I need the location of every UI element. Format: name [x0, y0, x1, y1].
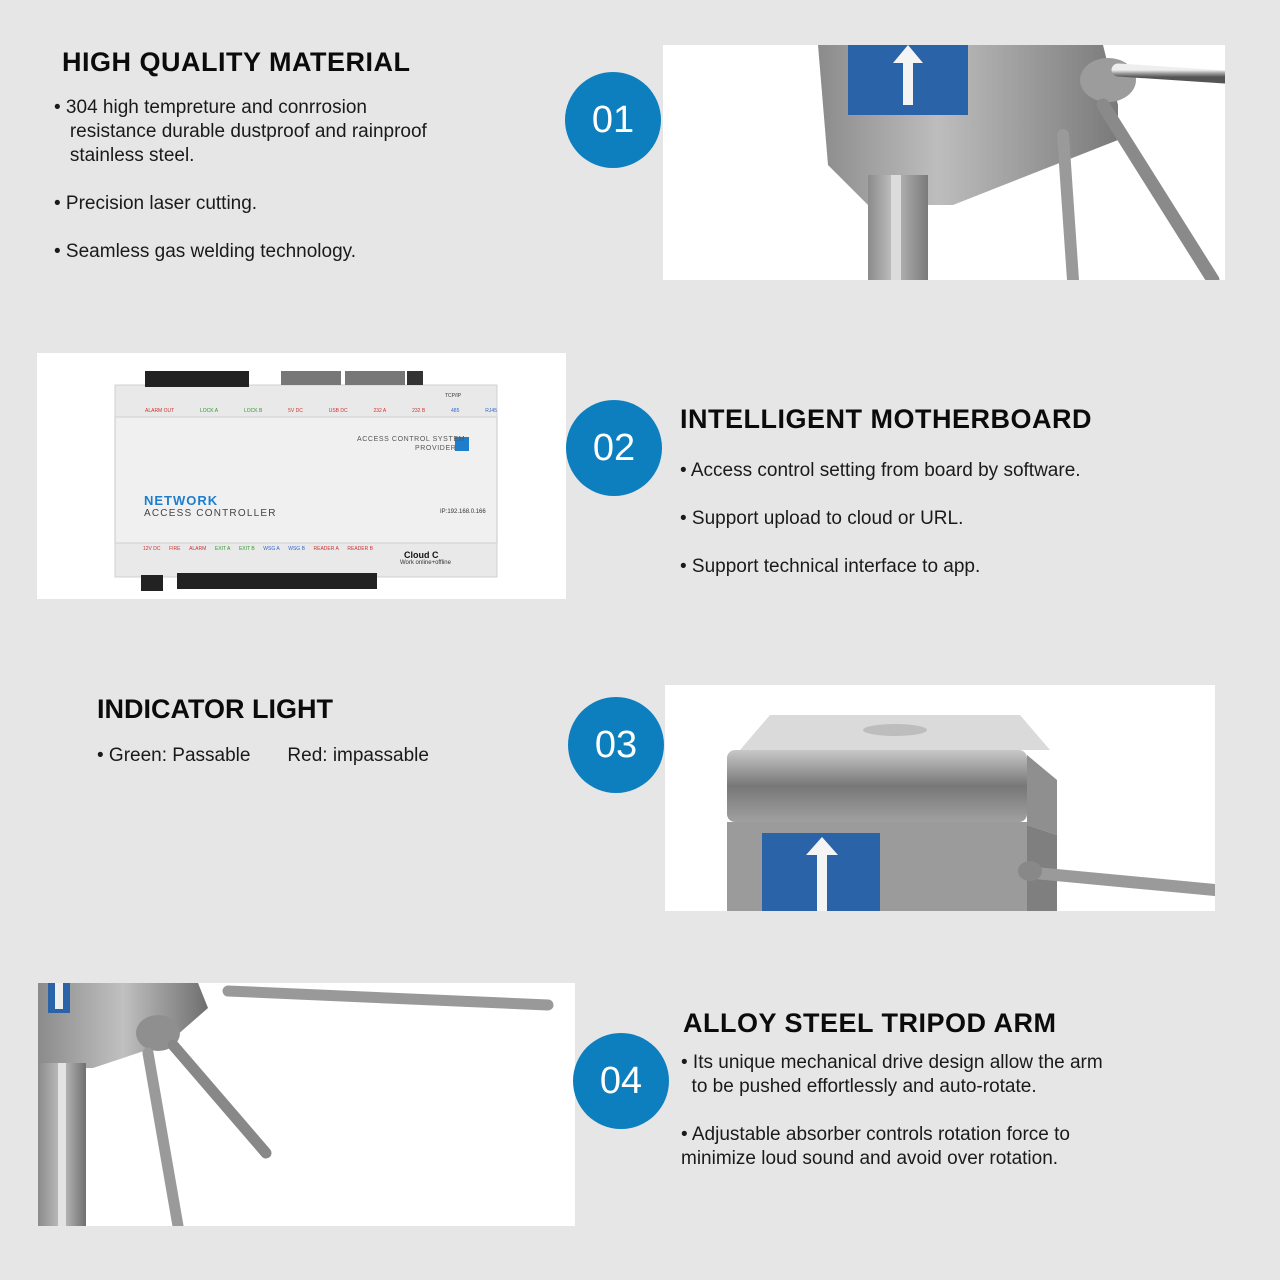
turnstile-top-photo	[663, 45, 1225, 280]
controller-bottom-terminal-labels	[143, 546, 373, 552]
terminal-label: ALARM OUT	[145, 408, 175, 414]
controller-brand-line2: ACCESS CONTROLLER	[144, 508, 277, 519]
section-03-title: INDICATOR LIGHT	[97, 694, 333, 724]
terminal-label: 485	[451, 408, 460, 414]
controller-board-illustration	[37, 353, 566, 599]
controller-brand-line1: NETWORK	[144, 493, 219, 508]
turnstile-top-illustration	[663, 45, 1225, 280]
controller-board-photo	[37, 353, 566, 599]
section-01-bullet-2: • Precision laser cutting.	[54, 193, 258, 214]
terminal-label: EXIT B	[238, 546, 255, 552]
terminal-label: READER B	[347, 546, 373, 552]
section-04-bullet-2: • Adjustable absorber controls rotation force to minimize loud sound and avoid over rotation.	[681, 1124, 1070, 1169]
tripod-arm-photo	[38, 983, 575, 1226]
terminal-label: 12V DC	[143, 546, 161, 552]
terminal-label: WSG B	[288, 546, 305, 552]
terminal-label: USB DC	[328, 408, 348, 414]
terminal-label: EXIT A	[214, 546, 231, 552]
controller-provider-line1: ACCESS CONTROL SYSTEM	[357, 436, 466, 443]
section-01-bullet-3: • Seamless gas welding technology.	[54, 241, 357, 262]
controller-cloud-sub: Work online+offline	[400, 560, 451, 566]
turnstile-box-illustration	[665, 685, 1215, 911]
section-04-bullet-1: • Its unique mechanical drive design allow the arm to be pushed effortlessly and auto-rotate.	[681, 1052, 1103, 1097]
terminal-label: 232 A	[373, 408, 387, 414]
controller-ip-label: IP:192.168.0.166	[440, 509, 486, 515]
section-02-title: INTELLIGENT MOTHERBOARD	[680, 404, 1092, 434]
tripod-arm-illustration	[38, 983, 575, 1226]
section-02-bullet-2: • Support upload to cloud or URL.	[680, 508, 964, 529]
terminal-label: READER A	[313, 546, 339, 552]
section-02-bullet-1: • Access control setting from board by software.	[680, 460, 1081, 481]
section-03-number-badge: 03	[568, 697, 664, 793]
section-04-number-badge: 04	[573, 1033, 669, 1129]
section-01-number-badge: 01	[565, 72, 661, 168]
terminal-label: FIRE	[169, 546, 181, 552]
controller-cloud-label: Cloud C	[404, 550, 439, 560]
section-01-bullet-1: • 304 high tempreture and conrrosion resistance durable dustproof and rainproof stainless steel.	[54, 97, 427, 166]
turnstile-box-photo	[665, 685, 1215, 911]
section-02-bullet-3: • Support technical interface to app.	[680, 556, 981, 577]
section-04-title: ALLOY STEEL TRIPOD ARM	[683, 1008, 1057, 1038]
controller-provider-line2: PROVIDER	[415, 445, 457, 452]
terminal-label: WSG A	[263, 546, 280, 552]
terminal-label: LOCK B	[243, 408, 263, 414]
terminal-label: LOCK A	[200, 408, 219, 414]
terminal-label: 232 B	[412, 408, 426, 414]
section-02-number-badge: 02	[566, 400, 662, 496]
controller-top-terminal-labels	[145, 408, 497, 414]
controller-tcpip-label: TCP/IP	[445, 393, 462, 399]
terminal-label: 5V DC	[288, 408, 303, 414]
terminal-label: RJ45	[485, 408, 497, 414]
terminal-label: ALARM	[189, 546, 207, 552]
section-01-title: HIGH QUALITY MATERIAL	[62, 47, 411, 77]
section-03-bullet-1: • Green: Passable Red: impassable	[97, 745, 429, 766]
